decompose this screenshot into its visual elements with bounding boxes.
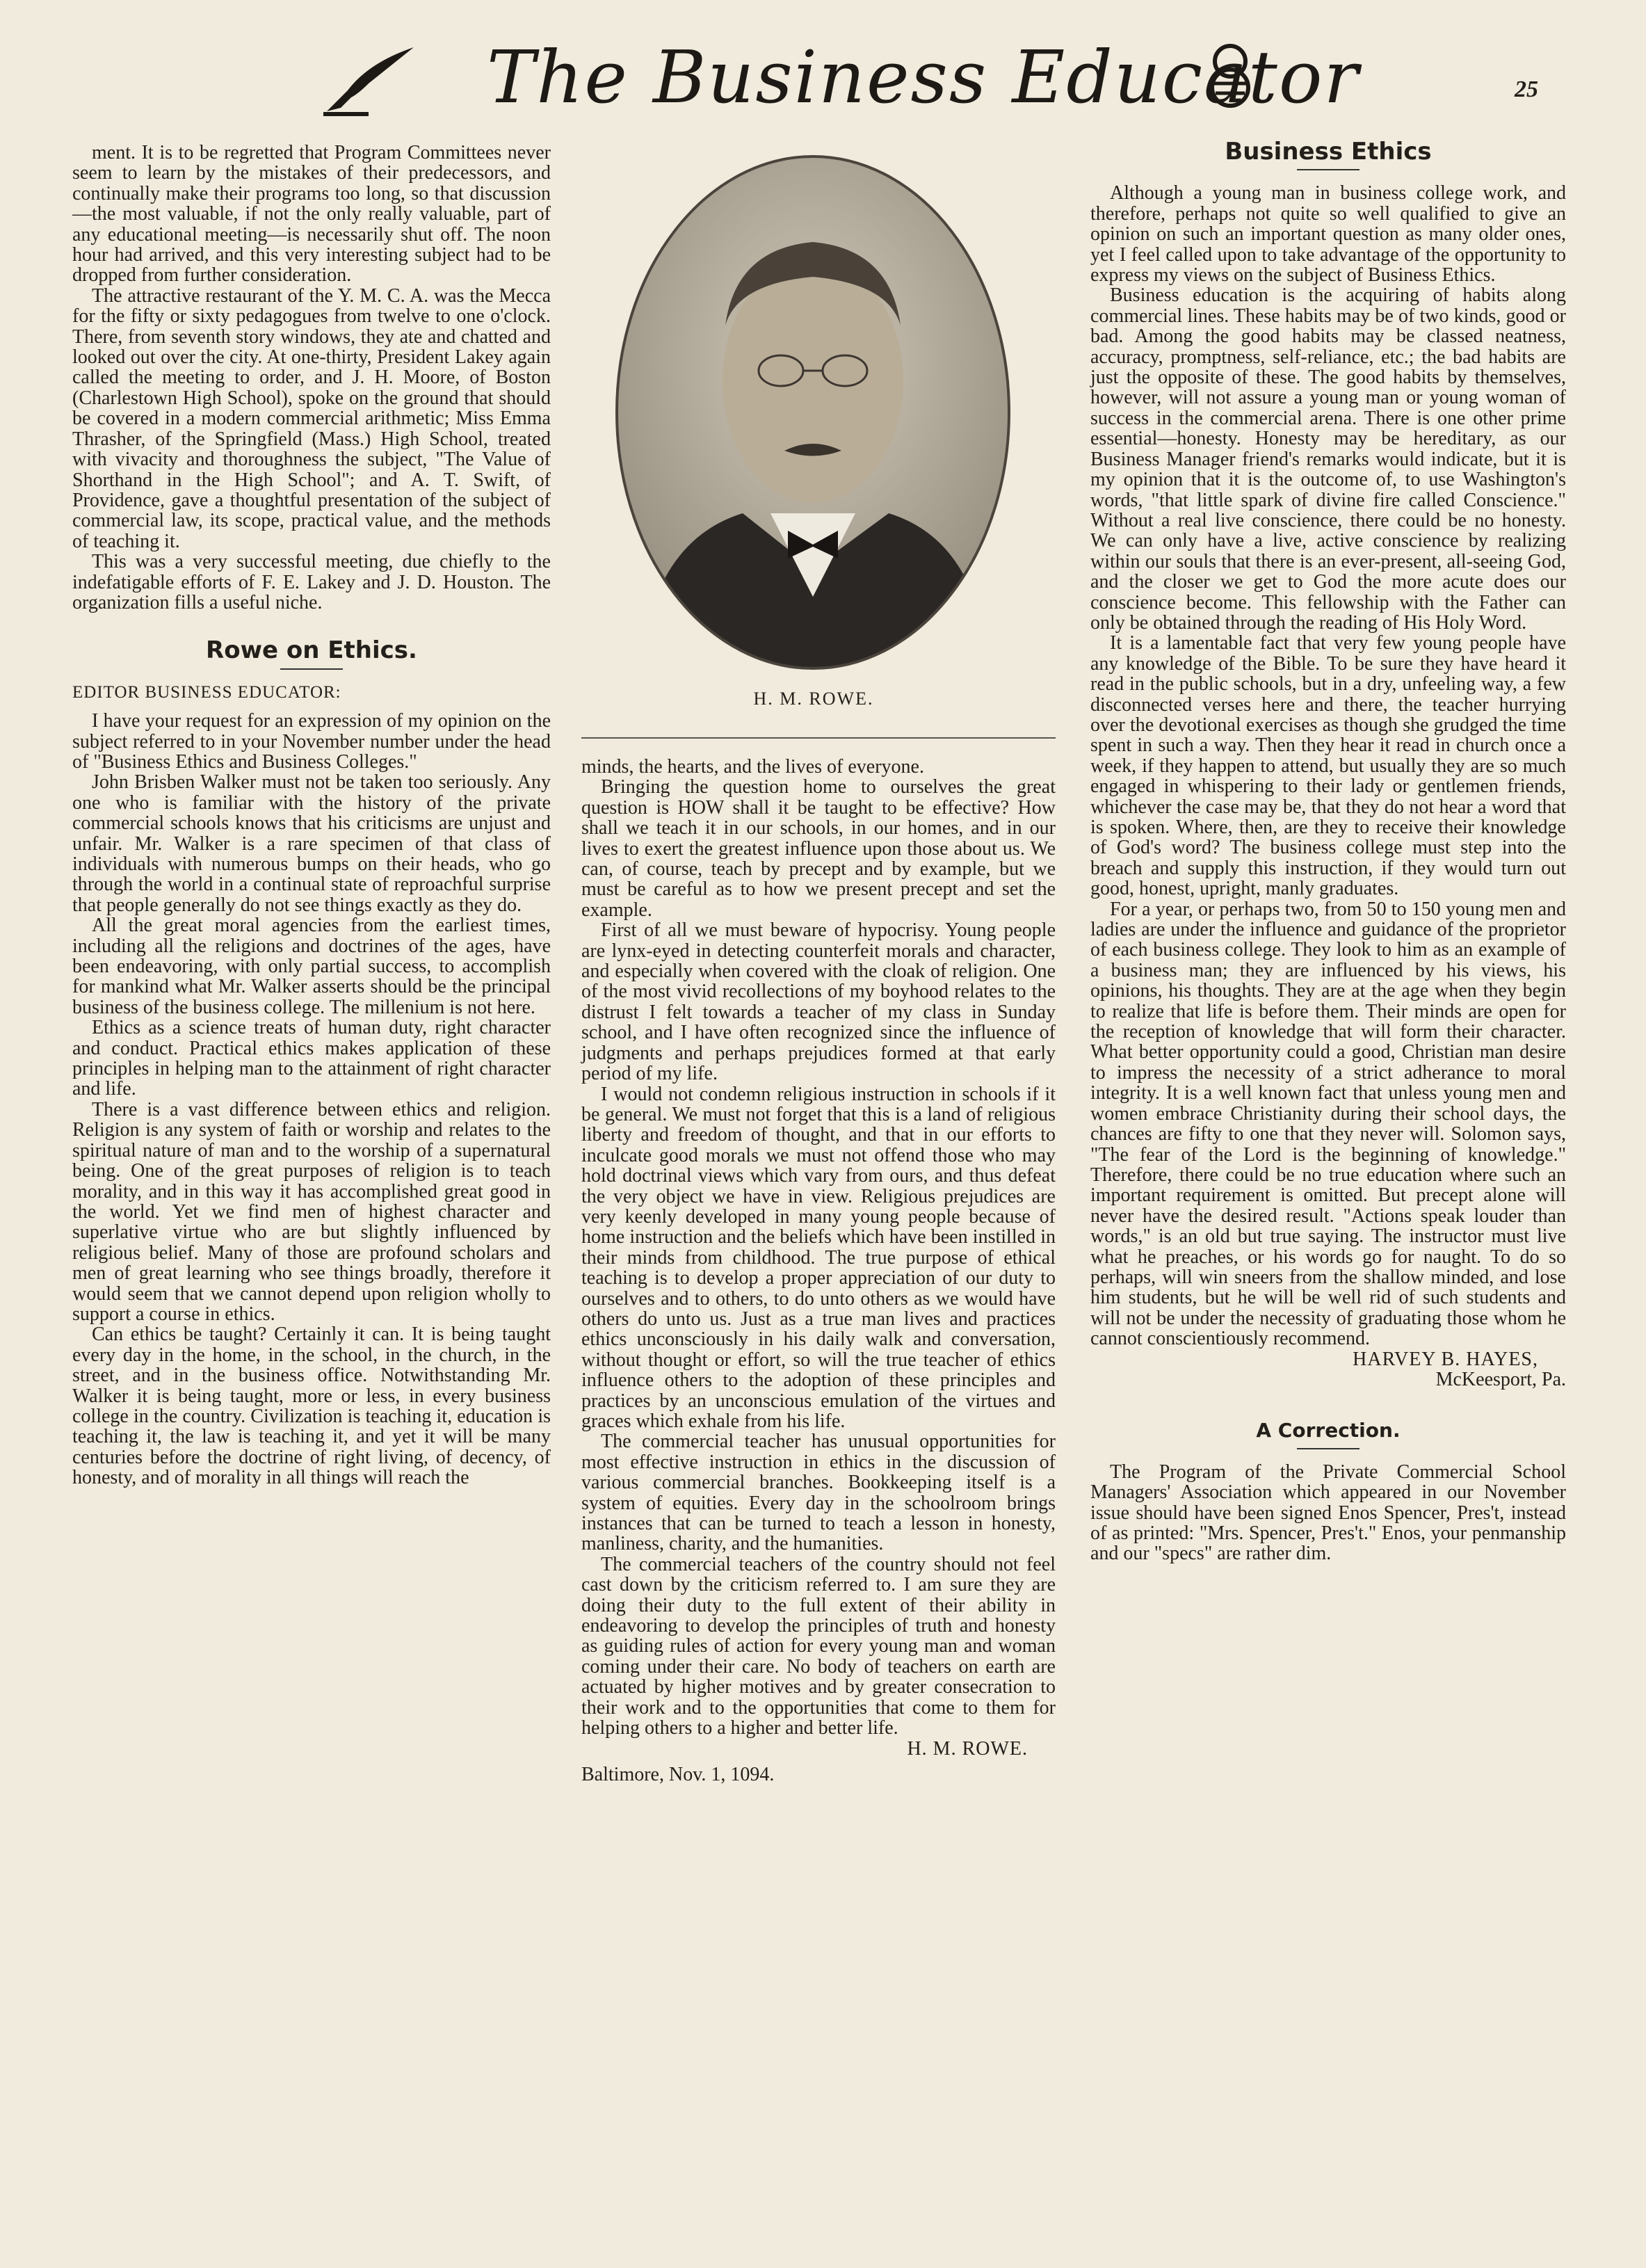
paragraph: I have your request for an expression of my opinion on the subject referred to in your November number under the head of "Business Ethics and Business Colleges." <box>72 710 551 773</box>
correction-heading: A Correction. <box>1256 1419 1401 1442</box>
heading-rule <box>1297 1448 1359 1449</box>
paragraph: All the great moral agencies from the earliest times, including all the religions and doctrines of the ages, have been endeavoring, with only partial success, to accomplish for mankind what Mr. Walker asserts should be the principal business of the business college. The millenium is not here. <box>72 915 551 1018</box>
paragraph: John Brisben Walker must not be taken too seriously. Any one who is familiar with the history of the private commercial schools knows that his criticisms are unjust and unfair. Mr. Walker is a rare specimen of that class of individuals with numerous bumps on their heads, who go through the world in a continual state of reproachful surprise that people generally do not see things exactly as they do. <box>72 771 551 916</box>
paragraph: Ethics as a science treats of human duty, right character and conduct. Practical ethics makes application of these principles in helping man to the attainment of right character and life. <box>72 1017 551 1100</box>
paragraph: For a year, or perhaps two, from 50 to 150 young men and ladies are under the influence and guidance of the proprietor of each business college. They look to him as an example of a business man; they are influenced by his views, his opinions, his thoughts. They are at the age when they begin to realize that life is before them. Their minds are open for the reception of knowledge that will form their character. What better opportunity could a good, Christian man desire to impress the necessity of a strict adherance to moral integrity. It is a well known fact that unless young men and women embrace Christianity during their school days, the chances are fifty to one that they never will. Solomon says, "The fear of the Lord is the beginning of knowledge." Therefore, there could be no true education where such an important requirement is omitted. But precept alone will never have the desired result. "Actions speak louder than words," is an old but true saying. The instructor must live what he preaches, or his words go for naught. To do so perhaps, will win sneers from the shallow minded, and lose him students, but he will be well rid of such students and will not be under the necessity of graduating those whom he cannot conscientiously recommend. <box>1090 898 1566 1350</box>
emblem-icon <box>1203 40 1257 110</box>
paragraph: minds, the hearts, and the lives of everyone. <box>581 756 924 778</box>
masthead <box>0 28 1646 132</box>
column-middle <box>581 757 1056 1785</box>
column-left <box>72 143 551 1488</box>
heading-rule <box>1297 169 1359 170</box>
paragraph: Although a young man in business college work, and therefore, perhaps not quite so well qualified to give an opinion on such an important question as many older ones, yet I feel called upon to take advantage of the opportunity to express my views on the subject of Business Ethics. <box>1090 182 1566 287</box>
business-ethics-heading: Business Ethics <box>1225 138 1432 166</box>
paragraph: The Program of the Private Commercial School Managers' Association which appeared in our November issue should have been signed Enos Spencer, Pres't, instead of as printed: "Mrs. Spencer, Pres't." Enos, your penmanship and our "specs" are rather dim. <box>1090 1461 1566 1565</box>
paragraph: Bringing the question home to ourselves the great question is HOW shall it be taught to be effective? How shall we teach it in our schools, in our homes, and in our lives to exert the greatest influence upon those about us. We can, of course, teach by precept and by example, but we must be careful as to how we present precept and set the example. <box>581 776 1056 921</box>
dateline: Baltimore, Nov. 1, 1094. <box>581 1763 775 1785</box>
paragraph: The commercial teachers of the country should not feel cast down by the criticism referred to. I am sure they are doing their duty to the full extent of their ability in endeavoring to develop the principles of truth and honesty as guiding rules of action for every young man and woman coming under their care. No body of teachers on earth are actuated by higher motives and by greater consecration to their work and to the opportunities that come to them for helping others to a higher and better life. <box>581 1553 1056 1739</box>
column-divider-rule <box>581 737 1056 739</box>
salutation: EDITOR BUSINESS EDUCATOR: <box>72 682 341 702</box>
heading-rule <box>280 668 343 670</box>
paragraph: This was a very successful meeting, due chiefly to the indefatigable efforts of F. E. Lakey and J. D. Houston. The organization fills a useful niche. <box>72 551 551 613</box>
paragraph: ment. It is to be regretted that Program Committees never seem to learn by the mistakes of their predecessors, and continually make their programs too long, so that discussion—the most valuable, if not the only really valuable, part of any educational meeting—is necessarily shut off. The noon hour had arrived, and this very interesting subject had to be dropped from further consideration. <box>72 142 551 287</box>
page-number: 25 <box>1515 77 1538 102</box>
paragraph: It is a lamentable fact that very few young people have any knowledge of the Bible. To be sure they have heard it read in the public schools, but in a dry, unfeeling way, a few disconnected verses here and there, the teacher hurrying over the devotional exercises as though she grudged the time spent in such a way. Then they hear it read in church once a week, if they happen to attend, but usually they are so much engaged in whispering to their lady or gentlemen friends, whichever the case may be, that they do not hear a word that is spoken. Where, then, are they to receive their knowledge of God's word? The business college must step into the breach and supply this instruction, if they would turn out good, honest, upright, manly graduates. <box>1090 632 1566 900</box>
portrait-frame <box>611 152 1015 680</box>
signature: H. M. ROWE. <box>907 1737 1028 1760</box>
paragraph: First of all we must beware of hypocrisy. Young people are lynx-eyed in detecting counterfeit morals and character, and especially when covered with the cloak of religion. One of the most vivid recollections of my boyhood relates to the distrust I felt towards a teacher of my class in Sunday school, and I have often recognized since the influence of judgments and perhaps prejudices formed at that early period of my life. <box>581 919 1056 1085</box>
portrait-caption: H. M. ROWE. <box>753 689 874 709</box>
column-right <box>1090 138 1566 1565</box>
signature: HARVEY B. HAYES, <box>1353 1348 1538 1370</box>
portrait-image <box>611 152 1015 673</box>
paragraph: There is a vast difference between ethics and religion. Religion is any system of faith or worship and relates to the spiritual nature of man and to the worship of a supernatural being. One of the great purposes of religion is to teach morality, and in this way it has accomplished great good in the world. Yet we find men of highest character and superlative virtue who are but slightly influenced by religious belief. Many of those are profound scholars and men of great learning who see things broadly, therefore it would seem that we cannot depend upon religion wholly to support a course in ethics. <box>72 1098 551 1325</box>
paragraph: The commercial teacher has unusual opportunities for most effective instruction in ethics in the discussion of various commercial branches. Bookkeeping itself is a system of equities. Every day in the schoolroom brings instances that can be turned to teach a lesson in honesty, manliness, charity, and the humanities. <box>581 1431 1056 1555</box>
paragraph: Can ethics be taught? Certainly it can. It is being taught every day in the home, in the school, in the church, in the street, and in the business office. Notwithstanding Mr. Walker it is being taught, more or less, in every business college in the country. Civilization is teaching it, education is teaching it, the law is teaching it, and yet it will be many centuries before the doctrine of right living, of decency, of honesty, and of morality in all things will reach the <box>72 1324 551 1489</box>
signature-location: McKeesport, Pa. <box>1435 1368 1566 1390</box>
masthead-title: The Business Educator <box>487 35 1360 120</box>
paragraph: The attractive restaurant of the Y. M. C. A. was the Mecca for the fifty or sixty pedagogues from twelve to one o'clock. There, from seventh story windows, they ate and chatted and looked out over the city. At one-thirty, President Lakey again called the meeting to order, and J. H. Moore, of Boston (Charlestown High School), spoke on the ground that should be covered in a modern commercial arithmetic; Miss Emma Thrasher, of the Springfield (Mass.) High School, treated with vivacity and thoroughness the subject, "The Value of Shorthand in the High School"; and A. T. Swift, of Providence, gave a thoughtful presentation of the subject of commercial law, its scope, practical value, and the methods of teaching it. <box>72 284 551 552</box>
paragraph: I would not condemn religious instruction in schools if it be general. We must not forget that this is a land of religious liberty and freedom of thought, and that in our efforts to inculcate good morals we must not offend those who may hold doctrinal views which vary from ours, and thus defeat the very object we have in view. Religious prejudices are very keenly developed in many young people because of home instruction and the beliefs which have been instilled in their minds from childhood. The true purpose of ethical teaching is to develop a proper appreciation of our duty to ourselves and to others, to do unto others as we would have others do unto us. Just as a true man lives and practices ethics unconsciously in his daily walk and conversation, without thought or effort, so will the true teacher of ethics influence others to the adoption of these principles and practices by an unconscious emulation of the virtues and graces which exhale from his life. <box>581 1083 1056 1432</box>
paragraph: Business education is the acquiring of habits along commercial lines. These habits may be of two kinds, good or bad. Among the good habits may be classed neatness, accuracy, promptness, self-reliance, etc.; the bad habits are just the opposite of these. The good habits by themselves, however, will not assure a young man or young woman of success in the commercial arena. There is one other prime essential—honesty. Honesty may be hereditary, as our Business Manager friend's remarks would indicate, but it is my opinion that it is the outcome of, to use Washington's words, "that little spark of divine fire called Conscience." Without a real live conscience, there could be no honesty. We can only have a live, active conscience by realizing within our souls that there is an ever-present, all-seeing God, and the closer we get to God the more acute does our conscience become. This fellowship with the Father can only be obtained through the reading of His Holy Word. <box>1090 284 1566 634</box>
rowe-on-ethics-heading: Rowe on Ethics. <box>206 636 417 665</box>
quill-icon <box>320 42 417 118</box>
